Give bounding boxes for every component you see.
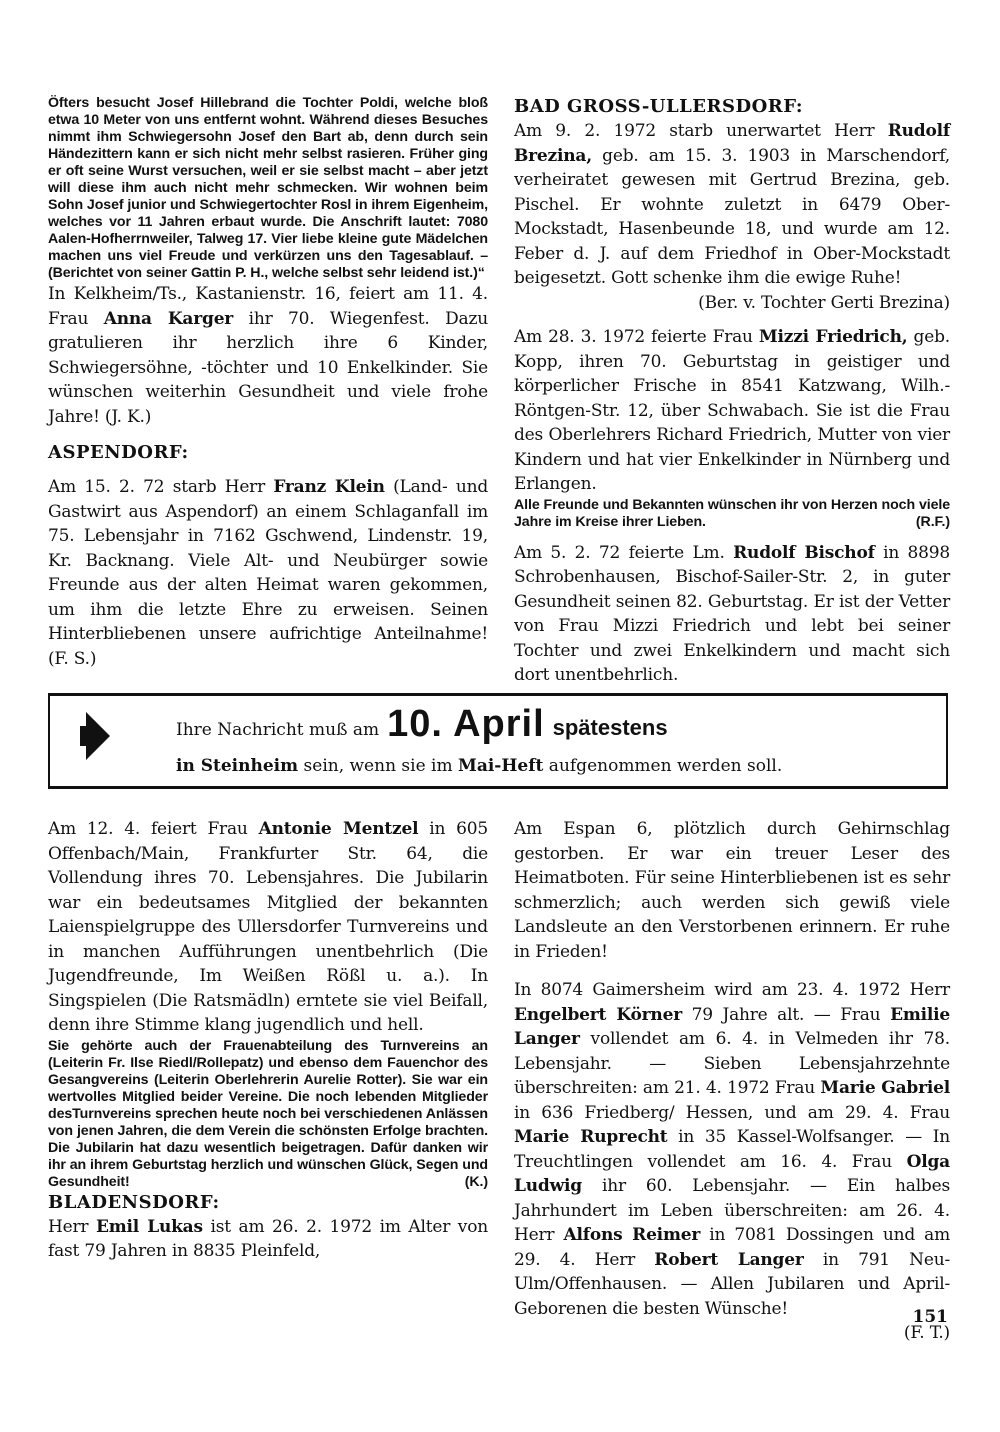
text: Am 28. 3. 1972 feierte Frau [514,327,759,347]
section-heading-bad-gross-ullersdorf: BAD GROSS-ULLERSDORF: [514,96,804,117]
column-top-left [48,95,488,671]
column-bottom-right [514,817,950,1346]
notice-date: 10. April [387,703,545,745]
person-name: Emil Lukas [95,1216,203,1237]
text: (Land- und Gastwirt aus Aspendorf) an einem Schlaganfall im 75. Lebensjahr in 7162 Gschwend, Lindenstr. 19, Kr. Backnang. Viele Alt- und Neubürger sowie Freunde aus der alten Heimat waren gekommen, um ihm die letzte Ehre zu erweisen. Seinen Hinterbliebenen unsere aufrichtige Anteilnahme! (F. S.) [48,477,489,669]
notice-text: sein, wenn sie im [298,756,459,776]
text: Am 5. 2. 72 feierte Lm. [514,542,734,563]
notice-text: aufgenommen werden soll. [543,756,783,776]
letter-excerpt: Öfters besucht Josef Hillebrand die Tochter Poldi, welche bloß etwa 10 Meter von uns entfernt wohnt. Während dieses Besuches nimmt ihm Schwiegersohn Josef den Bart ab, denn durch sein Händezittern kann er sich nicht mehr selbst rasieren. Früher ging er oft seine Wurst versuchen, weil er sie selbst macht – aber jetzt will diese ihm auch nicht mehr schmecken. Wir wohnen beim Sohn Josef junior und Schwiegertochter Rosl in ihrem Eigenheim, welches vor 11 Jahren erbaut wurde. Die Anschrift lautet: 7080 Aalen-Hofherrnweiler, Talweg 17. Vier liebe kleine gute Mädelchen machen uns viel Freude und verkürzen uns den Tagesablauf. – (Berichtet von seiner Gattin P. H., welche selbst sehr leidend ist.)“ [48,95,488,281]
person-name: Olga Ludwig [514,1151,950,1196]
text: in 791 Neu-Ulm/Offenhausen. — Allen Jubilaren und April-Geborenen die besten Wünsche! [514,1249,950,1319]
text: vollendet am 6. 4. in Velmeden ihr 78. Lebensjahr. — Sieben Lebensjahrzehnte überschreiten: am 21. 4. 1972 Frau [514,1029,950,1098]
text: ihr 70. Wiegenfest. Dazu gratulieren ihr herzlich ihre 6 Kinder, Schwiegersöhne, -töchter und 10 Enkelkinder. Sie wünschen weiterhin Gesundheit und viele frohe Jahre! (J. K.) [48,308,488,427]
article-friedrich-note [514,497,950,531]
text: Am 12. 4. feiert Frau [48,819,259,839]
text: ihr 60. Lebensjahr. — Ein halbes Jahrhundert im Leben überschreiten: am 26. 4. Herr [514,1176,950,1245]
person-name: Franz Klein [273,477,385,497]
text: geb. am 15. 3. 1903 in Marschendorf, verheiratet gewesen mit Gertrud Brezina, geb. Pischel. Er wohnte zuletzt in 6479 Ober-Mockstadt, Hasenbeunde 18, und wurde am 12. Feber d. J. auf dem Friedhof in Ober-Mockstadt beigesetzt. Gott schenke ihm die ewige Ruhe! [514,145,950,288]
text: geb. Kopp, ihren 70. Geburtstag in geistiger und körperlicher Frische in 8541 Katzwang, Wilh.-Röntgen-Str. 12, über Schwabach. Sie ist die Frau des Oberlehrers Richard Friedrich, Mutter von vier Kindern und hat vier Enkelkinder in Nürnberg und Erlangen. [514,327,950,494]
notice-line-1 [176,703,668,745]
text: Alle Freunde und Bekannten wünschen ihr von Herzen noch viele Jahre im Kreise ihrer Lieben. [514,496,950,530]
article-bischof [514,541,950,688]
person-name: Marie Gabriel [820,1078,950,1098]
text: Herr [48,1216,96,1237]
deadline-notice-box [48,693,948,789]
article-klein [48,475,488,671]
text: in 7081 Dossingen und am 29. 4. Herr [514,1225,951,1270]
notice-latest: spätestens [552,715,668,740]
column-bottom-left [48,817,488,1264]
text: in 35 Kassel-Wolfsanger. — In Treuchtlingen vollendet am 16. 4. Frau [514,1127,950,1172]
section-heading-bladensdorf: BLADENSDORF: [48,1191,220,1213]
person-name: Robert Langer [654,1249,804,1270]
text: Am 9. 2. 1972 starb unerwartet Herr [514,121,888,141]
signature: (K.) [464,1173,488,1190]
article-karger [48,282,488,429]
text: Am 15. 2. 72 starb Herr [48,477,274,497]
text: ist am 26. 2. 1972 im Alter von fast 79 Jahren in 8835 Pleinfeld, [48,1216,488,1261]
page-number: 151 [912,1307,948,1327]
section-heading-aspendorf: ASPENDORF: [48,442,189,463]
notice-place: in Steinheim [176,756,299,776]
person-name: Emilie Langer [514,1004,950,1049]
text: 79 Jahre alt. — Frau [681,1004,891,1025]
person-name: Anna Karger [103,308,234,329]
notice-issue: Mai-Heft [458,756,544,776]
person-name: Rudolf Brezina, [514,121,950,166]
person-name: Alfons Reimer [563,1225,701,1245]
article-brezina [514,119,950,291]
article-mentzel [48,817,488,1038]
article-lukas [48,1215,488,1264]
article-friedrich [514,325,950,497]
text: In Kelkheim/Ts., Kastanienstr. 16, feiert am 11. 4. Frau [48,284,488,329]
article-lukas-continued: Am Espan 6, plötzlich durch Gehirnschlag gestorben. Er war ein treuer Leser des Heimatboten. Für seine Hinterbliebenen ist es sehr schmerzlich; auch werden sich gewiß viele Landsleute an den Verstorbenen erinnern. Er ruhe in Frieden! [514,819,950,962]
notice-text: Ihre Nachricht muß am [176,720,380,740]
notice-line-2 [176,756,782,776]
text: in 636 Friedberg/ Hessen, und am 29. 4. Frau [514,1102,950,1123]
text: in 605 Offenbach/Main, Frankfurter Str. 64, die Vollendung ihres 70. Lebensjahres. Die Jubilarin war ein bedeutsames Mitglied der bekannten Laienspielgruppe des Ullersdorfer Turnvereins und in manchen Aufführungen unentbehrlich (Die Jugendfreunde, Im Weißen Rößl u. a.). In Singspielen (Die Ratsmädln) erntete sie viel Beifall, denn ihre Stimme klang jugendlich und hell. [48,819,488,1035]
person-name: Engelbert Körner [514,1004,682,1025]
person-name: Antonie Mentzel [258,819,419,839]
article-signature: (Ber. v. Tochter Gerti Brezina) [698,292,950,313]
arrow-right-icon [80,712,110,760]
text: Sie gehörte auch der Frauenabteilung des Turnvereins an (Leiterin Fr. Ilse Riedl/Rollepatz) und ebenso dem Fauenchor des Gesangvereins (Leiterin Oberlehrerin Aurelie Rotter). Sie war ein wertvolles Mitglied beider Vereine. Die noch lebenden Mitglieder desTurnvereins sprechen heute noch bei verschiedenen Anlässen von jenen Jahren, die dem Verein die schönsten Erfolge brachten. Die Jubilarin hat dazu wesentlich beigetragen. Dafür danken wir ihr an ihrem Geburtstag herzlich und wünschen Glück, Segen und Gesundheit! [48,1037,488,1190]
article-mentzel-note [48,1038,488,1191]
text: in 8898 Schrobenhausen, Bischof-Sailer-Str. 2, in guter Gesundheit seinen 82. Geburtstag. Er ist der Vetter von Frau Mizzi Friedrich und lebt bei seiner Tochter und zwei Enkelkindern und macht sich dort unentbehrlich. [514,542,951,685]
article-signature: (F. T.) [903,1323,950,1343]
signature: (R.F.) [915,513,950,530]
person-name: Mizzi Friedrich, [758,327,908,347]
person-name: Marie Ruprecht [514,1127,668,1147]
column-top-right [514,95,950,688]
article-jubilarians [514,978,950,1321]
person-name: Rudolf Bischof [733,542,875,563]
text: In 8074 Gaimersheim wird am 23. 4. 1972 Herr [514,980,950,1000]
